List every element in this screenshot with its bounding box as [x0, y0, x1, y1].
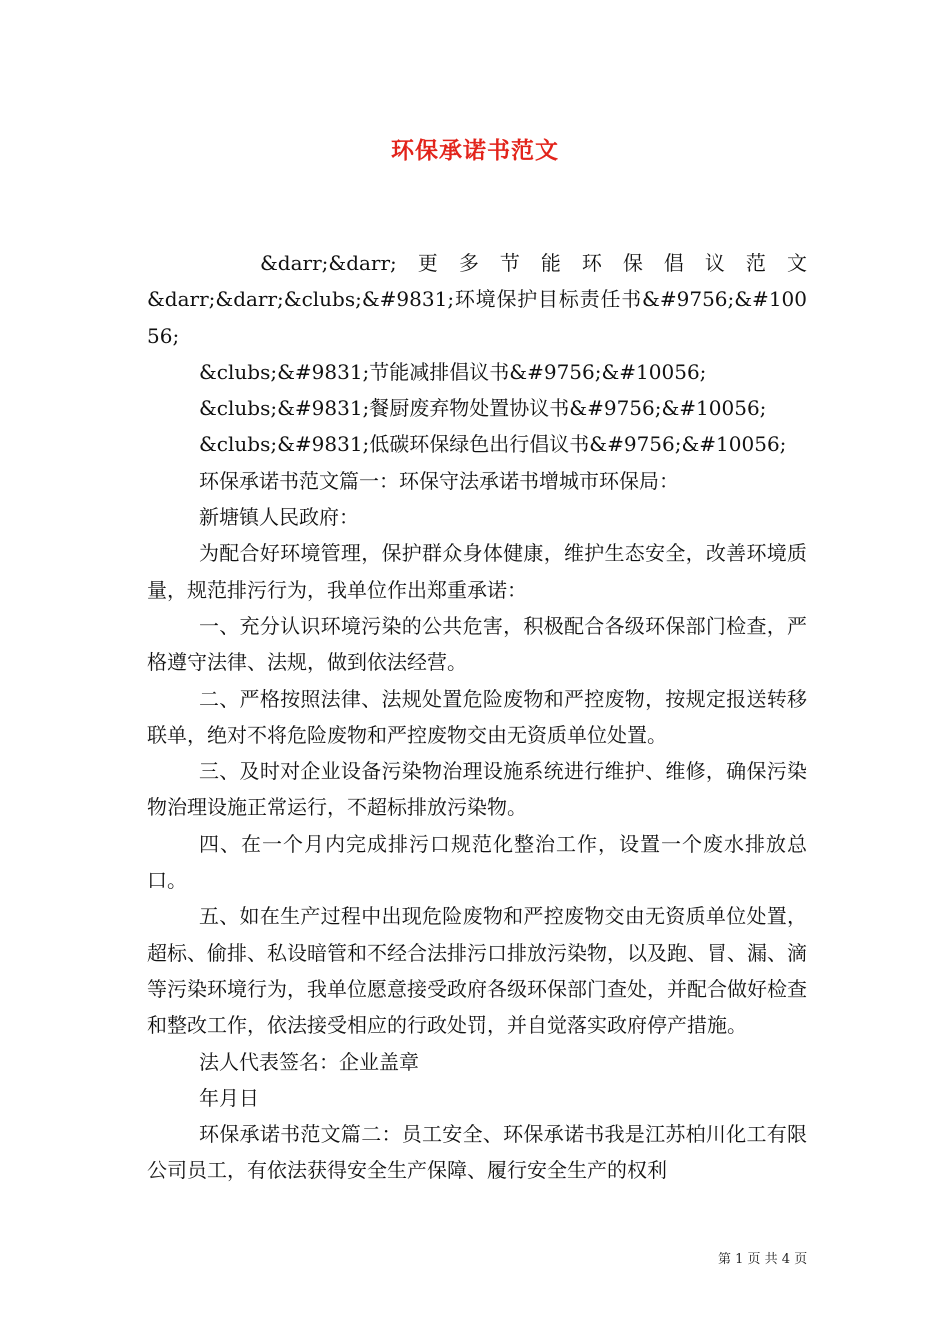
date-line: 年月日 — [199, 1085, 259, 1110]
paragraph: 一、充分认识环境污染的公共危害，积极配合各级环保部门检查，严格遵守法律、法规，做到依法经营。 — [147, 613, 807, 675]
document-body — [147, 245, 807, 1189]
more-link-intro — [147, 245, 807, 281]
document-title: 环保承诺书范文 — [391, 137, 559, 164]
link-low-carbon[interactable]: &clubs;&#9831;低碳环保绿色出行倡议书&#9756;&#10056; — [199, 432, 787, 457]
paragraph: 四、在一个月内完成排污口规范化整治工作，设置一个废水排放总口。 — [147, 831, 807, 893]
paragraph: 新塘镇人民政府： — [199, 505, 359, 530]
paragraph: 五、如在生产过程中出现危险废物和严控废物交由无资质单位处置，超标、偷排、私设暗管和不经合法排污口排放污染物，以及跑、冒、漏、滴等污染环境行为，我单位愿意接受政府各级环保部门查处，并配合做好检查和整改工作，依法接受相应的行政处罚，并自觉落实政府停产措施。 — [147, 904, 807, 1038]
signature-line: 法人代表签名：企业盖章 — [199, 1049, 419, 1074]
link-environment-responsibility[interactable]: &darr;&darr;&clubs;&#9831;环境保护目标责任书&#9756;&#10056; — [147, 287, 807, 348]
intro-line-1[interactable]: &darr;&darr; 更 多 节 能 环 保 倡 议 范 文 — [260, 251, 807, 275]
paragraph: 二、严格按照法律、法规处置危险废物和严控废物，按规定报送转移联单，绝对不将危险废物和严控废物交由无资质单位处置。 — [147, 686, 807, 747]
paragraph: 环保承诺书范文篇二：员工安全、环保承诺书我是江苏柏川化工有限公司员工，有依法获得安全生产保障、履行安全生产的权利 — [147, 1122, 807, 1183]
paragraph: 为配合好环境管理，保护群众身体健康，维护生态安全，改善环境质量，规范排污行为，我单位作出郑重承诺： — [147, 541, 807, 602]
page-footer: 第 1 页 共 4 页 — [718, 1252, 808, 1267]
paragraph: 环保承诺书范文篇一：环保守法承诺书增城市环保局： — [199, 468, 679, 493]
link-kitchen-waste[interactable]: &clubs;&#9831;餐厨废弃物处置协议书&#9756;&#10056; — [199, 396, 767, 421]
paragraph: 三、及时对企业设备污染物治理设施系统进行维护、维修，确保污染物治理设施正常运行，不超标排放污染物。 — [147, 759, 807, 820]
link-energy-saving[interactable]: &clubs;&#9831;节能减排倡议书&#9756;&#10056; — [199, 359, 707, 384]
